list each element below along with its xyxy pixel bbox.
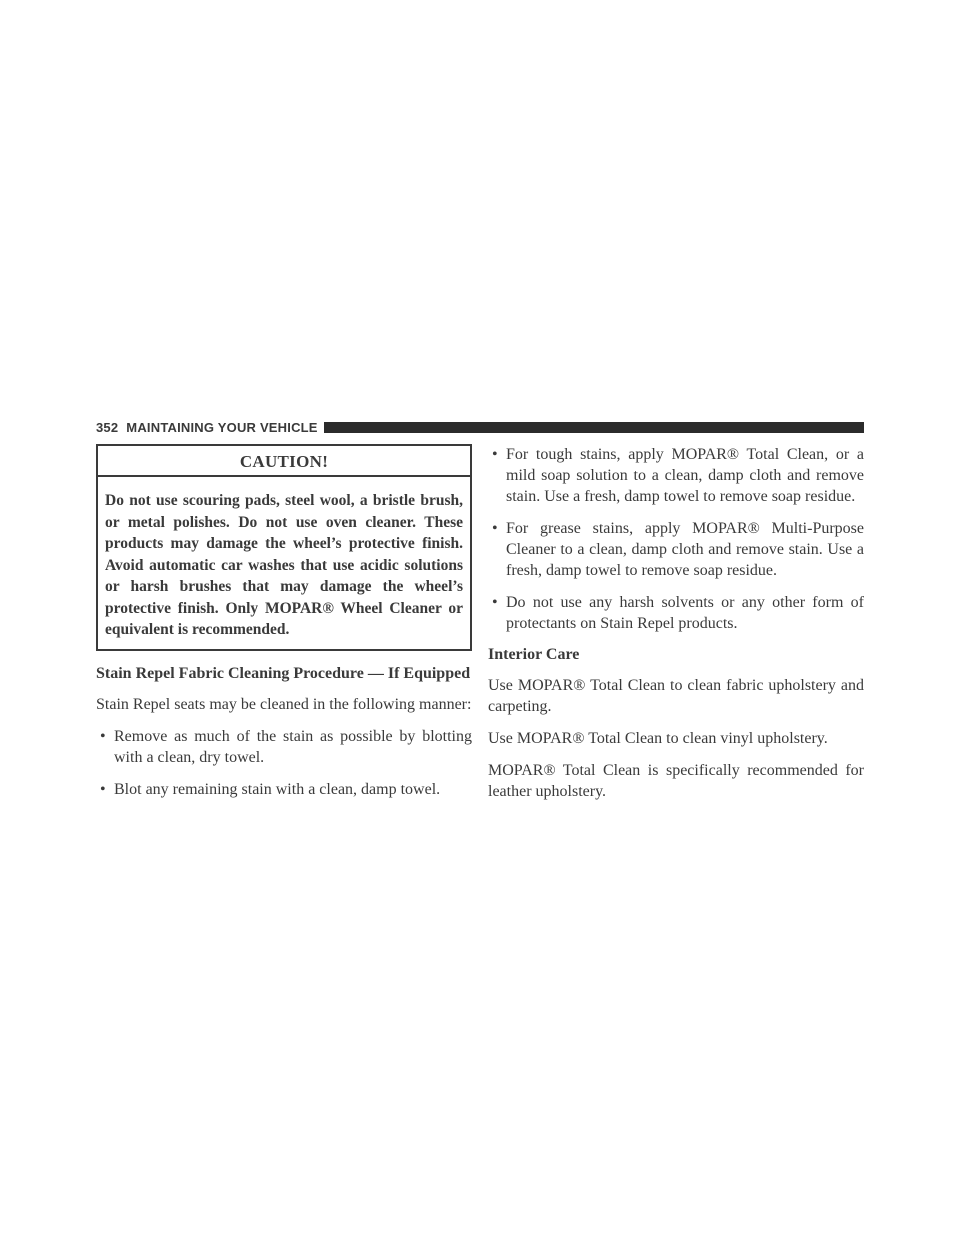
bullet-icon: • — [492, 594, 498, 611]
interior-care-paragraph: Use MOPAR® Total Clean to clean vinyl upholstery. — [488, 730, 828, 747]
list-item — [96, 726, 472, 768]
stain-repel-heading: Stain Repel Fabric Cleaning Procedure — If Equipped — [96, 664, 471, 682]
bullet-icon: • — [492, 446, 498, 463]
interior-care-paragraph: MOPAR® Total Clean is specifically recommended for leather upholstery. — [488, 762, 864, 800]
list-item-text: Blot any remaining stain with a clean, damp towel. — [114, 780, 441, 798]
bullet-icon: • — [100, 727, 106, 745]
page-number: 352 — [96, 419, 119, 435]
right-column — [488, 444, 864, 813]
caution-text: Do not use scouring pads, steel wool, a bristle brush, or metal polishes. Do not use oven cleaner. These products may damage the wheel’s protective finish. Avoid automatic car washes that use acidic solutions or harsh brushes that may damage the wheel’s protective finish. Only MOPAR® Wheel Cleaner or equivalent is recommended. — [105, 492, 463, 638]
list-item-text: Do not use any harsh solvents or any other form of protectants on Stain Repel products. — [506, 594, 864, 632]
left-column — [96, 444, 472, 811]
list-item-text: Remove as much of the stain as possible by blotting with a clean, dry towel. — [114, 727, 472, 766]
list-item — [488, 592, 864, 634]
list-item-text: For tough stains, apply MOPAR® Total Clean, or a mild soap solution to a clean, damp cloth and remove stain. Use a fresh, damp towel to remove soap residue. — [506, 446, 864, 505]
interior-care-heading: Interior Care — [488, 646, 580, 663]
stain-repel-intro: Stain Repel seats may be cleaned in the following manner: — [96, 695, 472, 713]
section-title: MAINTAINING YOUR VEHICLE — [126, 419, 318, 435]
list-item — [488, 518, 864, 581]
bullet-icon: • — [100, 780, 106, 798]
caution-box — [96, 444, 472, 651]
list-item — [488, 444, 864, 507]
header-rule — [324, 422, 864, 433]
page-header — [96, 419, 864, 435]
interior-care-paragraph: Use MOPAR® Total Clean to clean fabric upholstery and carpeting. — [488, 677, 864, 715]
bullet-icon: • — [492, 520, 498, 537]
list-item — [96, 779, 472, 800]
caution-title: CAUTION! — [98, 446, 470, 477]
list-item-text: For grease stains, apply MOPAR® Multi-Purpose Cleaner to a clean, damp cloth and remove stain. Use a fresh, damp towel to remove soap residue. — [506, 520, 864, 579]
